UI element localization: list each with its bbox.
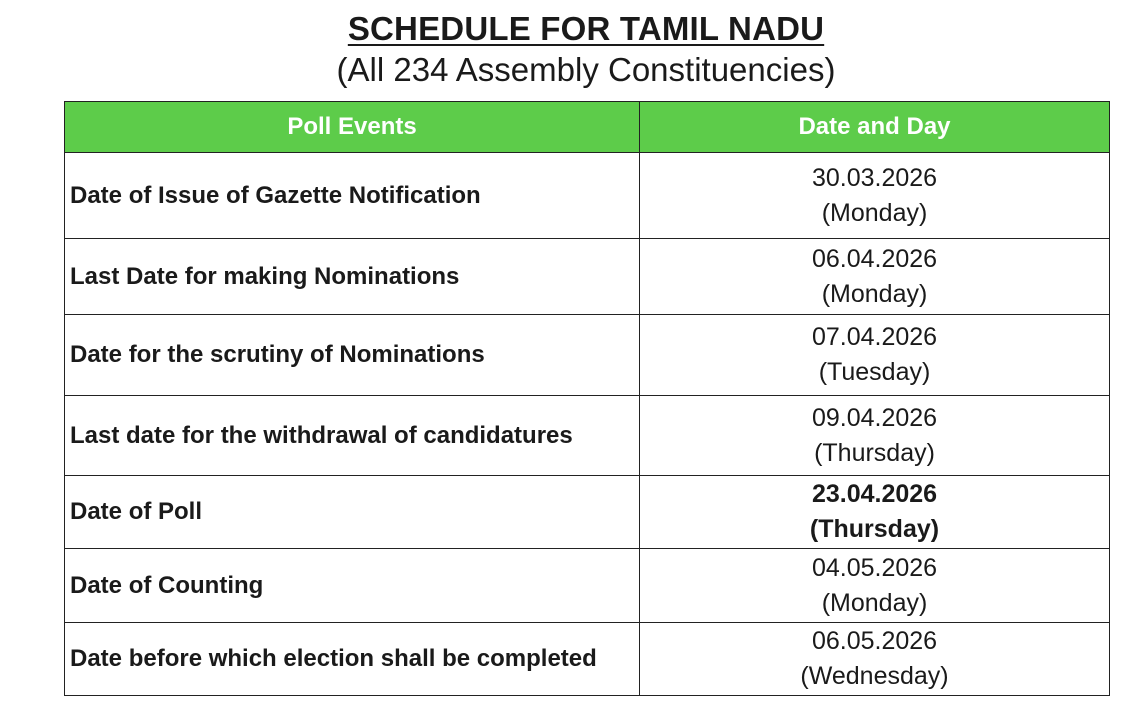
- table-row: [65, 239, 1110, 315]
- day-value: (Wednesday): [800, 662, 949, 690]
- date-cell: [640, 239, 1110, 315]
- event-cell: Date of Poll: [65, 476, 640, 549]
- day-value: (Monday): [821, 279, 928, 308]
- day-value: (Thursday): [809, 515, 940, 543]
- date-value: 09.04.2026: [811, 403, 938, 432]
- table-row: [65, 476, 1110, 549]
- date-cell: [640, 315, 1110, 396]
- table-row: [65, 315, 1110, 396]
- table-header: [65, 102, 1110, 153]
- table-row: [65, 623, 1110, 696]
- day-value: (Monday): [821, 588, 928, 617]
- date-value: 06.05.2026: [811, 627, 938, 655]
- date-value: 04.05.2026: [811, 553, 938, 582]
- column-header-poll-events: Poll Events: [65, 102, 640, 153]
- date-cell: [640, 476, 1110, 549]
- date-cell: [640, 153, 1110, 239]
- day-value: (Monday): [821, 198, 928, 227]
- header-row: [65, 102, 1110, 153]
- table-row: [65, 396, 1110, 476]
- schedule-table: [64, 101, 1110, 696]
- event-cell: Date for the scrutiny of Nominations: [65, 315, 640, 396]
- date-cell: [640, 396, 1110, 476]
- date-cell: [640, 549, 1110, 623]
- day-value: (Thursday): [814, 438, 935, 467]
- date-value: 23.04.2026: [811, 480, 938, 508]
- table-row: [65, 153, 1110, 239]
- date-value: 06.04.2026: [811, 244, 938, 273]
- date-cell: [640, 623, 1110, 696]
- event-cell: Date of Counting: [65, 549, 640, 623]
- page-title: SCHEDULE FOR TAMIL NADU: [347, 10, 825, 47]
- event-cell: Date before which election shall be completed: [65, 623, 640, 696]
- table-row: [65, 549, 1110, 623]
- date-value: 07.04.2026: [811, 323, 938, 351]
- table-body: [65, 153, 1110, 696]
- page-subtitle: (All 234 Assembly Constituencies): [336, 51, 836, 88]
- event-cell: Date of Issue of Gazette Notification: [65, 153, 640, 239]
- day-value: (Tuesday): [818, 358, 931, 386]
- event-cell: Last Date for making Nominations: [65, 239, 640, 315]
- event-cell: Last date for the withdrawal of candidatures: [65, 396, 640, 476]
- date-value: 30.03.2026: [811, 163, 938, 192]
- column-header-date-and-day: Date and Day: [640, 102, 1110, 153]
